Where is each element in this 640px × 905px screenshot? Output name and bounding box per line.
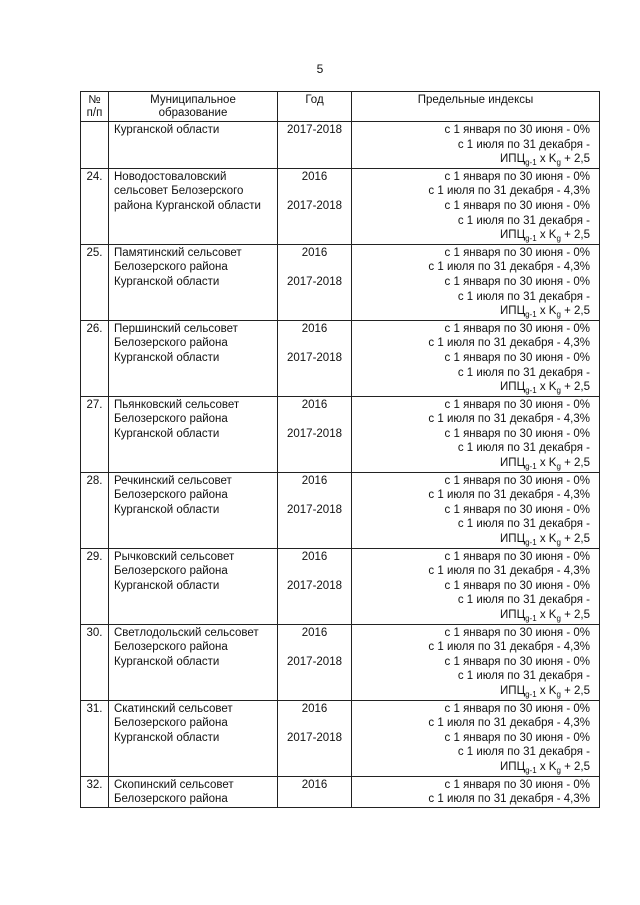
year-cell bbox=[278, 244, 352, 320]
index-line: с 1 июля по 31 декабря - bbox=[457, 670, 590, 683]
formula-k-subscript: g bbox=[556, 538, 561, 548]
year-spacer bbox=[282, 488, 347, 503]
index-cell bbox=[352, 396, 600, 472]
row-number-cell bbox=[81, 700, 109, 776]
table-row bbox=[81, 320, 600, 396]
header-year-line: Год bbox=[305, 94, 324, 106]
index-line: с 1 января по 30 июня - 0% bbox=[444, 731, 590, 744]
year-2016: 2016 bbox=[301, 474, 328, 487]
tariff-index-table bbox=[80, 91, 600, 808]
municipality-name-line: Рычковский сельсовет bbox=[114, 550, 235, 563]
header-index-line: Предельные индексы bbox=[417, 94, 534, 106]
year-spacer bbox=[282, 640, 347, 655]
formula-times-k: x K bbox=[536, 381, 557, 394]
header-municipality bbox=[109, 92, 278, 122]
municipality-cell bbox=[109, 776, 278, 807]
year-spacer bbox=[282, 336, 347, 351]
formula-ipc: ИПЦ bbox=[500, 381, 526, 394]
table-row bbox=[81, 396, 600, 472]
formula-ipc: ИПЦ bbox=[500, 229, 526, 242]
year-cell bbox=[278, 396, 352, 472]
municipality-name-line: Новодостоваловский bbox=[114, 170, 227, 183]
formula-k-subscript: g bbox=[556, 234, 561, 244]
year-cell bbox=[278, 548, 352, 624]
formula-ipc-subscript: g-1 bbox=[525, 386, 537, 396]
municipality-name-line: Белозерского района bbox=[114, 337, 228, 350]
year-2017-2018: 2017-2018 bbox=[287, 503, 342, 516]
index-line: с 1 января по 30 июня - 0% bbox=[444, 398, 590, 411]
index-cell bbox=[352, 700, 600, 776]
municipality-cell bbox=[109, 122, 278, 169]
formula-k-subscript: g bbox=[556, 386, 561, 396]
table-header-row bbox=[81, 92, 600, 122]
table-row bbox=[81, 548, 600, 624]
year-2017-2018: 2017-2018 bbox=[287, 427, 342, 440]
row-number: 32. bbox=[86, 778, 103, 791]
year-cell bbox=[278, 776, 352, 807]
row-number-cell bbox=[81, 624, 109, 700]
year-2017-2018: 2017-2018 bbox=[287, 655, 342, 668]
year-spacer bbox=[282, 716, 347, 731]
table-row bbox=[81, 776, 600, 807]
formula-times-k: x K bbox=[536, 760, 557, 773]
index-cell bbox=[352, 244, 600, 320]
formula-k-subscript: g bbox=[556, 158, 561, 168]
year-cell bbox=[278, 700, 352, 776]
formula-times-k: x K bbox=[536, 533, 557, 546]
municipality-cell bbox=[109, 548, 278, 624]
formula-plus: + 2,5 bbox=[560, 609, 590, 621]
formula-times-k: x K bbox=[536, 684, 557, 697]
municipality-name-line: Курганской области bbox=[114, 503, 220, 516]
page-number: 5 bbox=[316, 62, 324, 76]
index-formula bbox=[356, 684, 590, 700]
formula-times-k: x K bbox=[536, 609, 557, 621]
index-formula bbox=[356, 380, 590, 396]
row-number: 24. bbox=[86, 170, 103, 183]
year-2016: 2016 bbox=[301, 170, 328, 183]
index-formula bbox=[356, 532, 590, 548]
index-line: с 1 января по 30 июня - 0% bbox=[444, 550, 590, 563]
formula-ipc: ИПЦ bbox=[500, 609, 526, 621]
municipality-name-line: Памятинский сельсовет bbox=[114, 246, 242, 259]
row-number-cell bbox=[81, 396, 109, 472]
index-formula bbox=[356, 608, 590, 624]
index-line: с 1 января по 30 июня - 0% bbox=[444, 579, 590, 592]
year-cell bbox=[278, 168, 352, 244]
municipality-name-line: района Курганской области bbox=[114, 199, 261, 212]
index-line: с 1 июля по 31 декабря - 4,3% bbox=[428, 641, 590, 654]
formula-plus: + 2,5 bbox=[560, 684, 590, 697]
index-line: с 1 июля по 31 декабря - 4,3% bbox=[428, 793, 590, 806]
index-line: с 1 января по 30 июня - 0% bbox=[444, 199, 590, 212]
header-number bbox=[81, 92, 109, 122]
header-number-line: № bbox=[88, 94, 101, 106]
formula-plus: + 2,5 bbox=[560, 229, 590, 242]
year-cell bbox=[278, 122, 352, 169]
index-line: с 1 июля по 31 декабря - bbox=[457, 442, 590, 455]
index-line: с 1 июля по 31 декабря - bbox=[457, 518, 590, 531]
formula-ipc: ИПЦ bbox=[500, 533, 526, 546]
year-2017-2018: 2017-2018 bbox=[287, 731, 342, 744]
formula-plus: + 2,5 bbox=[560, 153, 590, 166]
index-formula bbox=[356, 456, 590, 472]
header-index bbox=[352, 92, 600, 122]
year-2017-2018: 2017-2018 bbox=[287, 199, 342, 212]
header-municipality-line: образование bbox=[158, 107, 228, 119]
header-year bbox=[278, 92, 352, 122]
index-cell bbox=[352, 776, 600, 807]
formula-k-subscript: g bbox=[556, 689, 561, 699]
formula-times-k: x K bbox=[536, 153, 557, 166]
municipality-name-line: Курганской области bbox=[114, 731, 220, 744]
year-spacer bbox=[282, 184, 347, 199]
row-number: 28. bbox=[86, 474, 103, 487]
index-line: с 1 июля по 31 декабря - 4,3% bbox=[428, 565, 590, 578]
row-number: 29. bbox=[86, 550, 103, 563]
formula-times-k: x K bbox=[536, 457, 557, 470]
index-cell bbox=[352, 624, 600, 700]
row-number-cell bbox=[81, 776, 109, 807]
year-2016: 2016 bbox=[301, 246, 328, 259]
index-line: с 1 июля по 31 декабря - 4,3% bbox=[428, 185, 590, 198]
header-number-line: п/п bbox=[86, 107, 103, 119]
index-line: с 1 января по 30 июня - 0% bbox=[444, 503, 590, 516]
table-body bbox=[81, 122, 600, 808]
index-line: с 1 июля по 31 декабря - 4,3% bbox=[428, 261, 590, 274]
municipality-name-line: Пьянковский сельсовет bbox=[114, 398, 240, 411]
formula-ipc: ИПЦ bbox=[500, 457, 526, 470]
row-number-cell bbox=[81, 244, 109, 320]
year-cell bbox=[278, 320, 352, 396]
header-municipality-line: Муниципальное bbox=[150, 94, 236, 106]
index-cell bbox=[352, 168, 600, 244]
municipality-name-line: Курганской области bbox=[114, 124, 220, 136]
municipality-name-line: Речкинский сельсовет bbox=[114, 474, 232, 487]
municipality-name-line: Курганской области bbox=[114, 427, 220, 440]
row-number: 25. bbox=[86, 246, 103, 259]
year-cell bbox=[278, 472, 352, 548]
table-row bbox=[81, 624, 600, 700]
index-line: с 1 января по 30 июня - 0% bbox=[444, 427, 590, 440]
index-line: с 1 января по 30 июня - 0% bbox=[444, 626, 590, 639]
year-2017-2018: 2017-2018 bbox=[287, 351, 342, 364]
index-line: с 1 июля по 31 декабря - bbox=[457, 138, 590, 151]
formula-plus: + 2,5 bbox=[560, 305, 590, 318]
index-line: с 1 января по 30 июня - 0% bbox=[444, 170, 590, 183]
formula-ipc-subscript: g-1 bbox=[525, 765, 537, 775]
formula-k-subscript: g bbox=[556, 310, 561, 320]
municipality-cell bbox=[109, 624, 278, 700]
formula-ipc-subscript: g-1 bbox=[525, 234, 537, 244]
row-number: 31. bbox=[86, 702, 103, 715]
formula-ipc: ИПЦ bbox=[500, 760, 526, 773]
table-row bbox=[81, 472, 600, 548]
municipality-cell bbox=[109, 700, 278, 776]
municipality-name-line: Скопинский сельсовет bbox=[114, 778, 234, 791]
row-number-cell bbox=[81, 472, 109, 548]
formula-plus: + 2,5 bbox=[560, 760, 590, 773]
index-line: с 1 июля по 31 декабря - 4,3% bbox=[428, 717, 590, 730]
index-cell bbox=[352, 548, 600, 624]
municipality-name-line: Курганской области bbox=[114, 275, 220, 288]
row-number-cell bbox=[81, 122, 109, 169]
index-line: с 1 января по 30 июня - 0% bbox=[444, 124, 590, 136]
row-number-cell bbox=[81, 168, 109, 244]
municipality-name-line: Курганской области bbox=[114, 579, 220, 592]
municipality-cell bbox=[109, 244, 278, 320]
index-cell bbox=[352, 320, 600, 396]
formula-k-subscript: g bbox=[556, 614, 561, 623]
index-cell bbox=[352, 472, 600, 548]
formula-ipc: ИПЦ bbox=[500, 153, 526, 166]
municipality-name-line: Белозерского района bbox=[114, 793, 228, 806]
municipality-name-line: Белозерского района bbox=[114, 565, 228, 578]
index-line: с 1 июля по 31 декабря - 4,3% bbox=[428, 337, 590, 350]
municipality-name-line: Белозерского района bbox=[114, 641, 228, 654]
row-number: 27. bbox=[86, 398, 103, 411]
year-2016: 2016 bbox=[301, 702, 328, 715]
municipality-name-line: Белозерского района bbox=[114, 489, 228, 502]
index-cell bbox=[352, 122, 600, 169]
formula-ipc-subscript: g-1 bbox=[525, 538, 537, 548]
formula-plus: + 2,5 bbox=[560, 533, 590, 546]
municipality-name-line: Першинский сельсовет bbox=[114, 322, 238, 335]
municipality-cell bbox=[109, 320, 278, 396]
index-line: с 1 января по 30 июня - 0% bbox=[444, 702, 590, 715]
index-line: с 1 января по 30 июня - 0% bbox=[444, 246, 590, 259]
index-line: с 1 января по 30 июня - 0% bbox=[444, 351, 590, 364]
index-line: с 1 января по 30 июня - 0% bbox=[444, 474, 590, 487]
formula-times-k: x K bbox=[536, 305, 557, 318]
table-row bbox=[81, 122, 600, 169]
index-formula bbox=[356, 152, 590, 168]
formula-ipc-subscript: g-1 bbox=[525, 614, 537, 623]
index-line: с 1 июля по 31 декабря - bbox=[457, 594, 590, 607]
municipality-name-line: Белозерского района bbox=[114, 717, 228, 730]
index-line: с 1 января по 30 июня - 0% bbox=[444, 655, 590, 668]
formula-ipc: ИПЦ bbox=[500, 684, 526, 697]
formula-ipc-subscript: g-1 bbox=[525, 462, 537, 472]
formula-ipc: ИПЦ bbox=[500, 305, 526, 318]
index-formula bbox=[356, 760, 590, 776]
formula-ipc-subscript: g-1 bbox=[525, 310, 537, 320]
year-2016: 2016 bbox=[301, 550, 328, 563]
index-line: с 1 июля по 31 декабря - bbox=[457, 366, 590, 379]
year-2016: 2016 bbox=[301, 626, 328, 639]
index-line: с 1 января по 30 июня - 0% bbox=[444, 322, 590, 335]
formula-k-subscript: g bbox=[556, 765, 561, 775]
municipality-name-line: Курганской области bbox=[114, 655, 220, 668]
year-2017-2018: 2017-2018 bbox=[287, 579, 342, 592]
year-cell bbox=[278, 624, 352, 700]
row-number: 26. bbox=[86, 322, 103, 335]
year-spacer bbox=[282, 792, 347, 807]
municipality-name-line: Белозерского района bbox=[114, 413, 228, 426]
index-formula bbox=[356, 228, 590, 244]
municipality-name-line: Скатинский сельсовет bbox=[114, 702, 233, 715]
municipality-name-line: Светлодольский сельсовет bbox=[114, 626, 259, 639]
row-number: 30. bbox=[86, 626, 103, 639]
year-2017-2018: 2017-2018 bbox=[287, 124, 342, 136]
index-line: с 1 января по 30 июня - 0% bbox=[444, 275, 590, 288]
index-formula bbox=[356, 304, 590, 320]
municipality-cell bbox=[109, 396, 278, 472]
year-2016: 2016 bbox=[301, 322, 328, 335]
index-line: с 1 июля по 31 декабря - 4,3% bbox=[428, 413, 590, 426]
year-spacer bbox=[282, 260, 347, 275]
year-spacer bbox=[282, 412, 347, 427]
index-line: с 1 июля по 31 декабря - 4,3% bbox=[428, 489, 590, 502]
formula-k-subscript: g bbox=[556, 462, 561, 472]
row-number-cell bbox=[81, 548, 109, 624]
formula-ipc-subscript: g-1 bbox=[525, 158, 537, 168]
table-row bbox=[81, 700, 600, 776]
index-line: с 1 января по 30 июня - 0% bbox=[444, 778, 590, 791]
municipality-name-line: Белозерского района bbox=[114, 261, 228, 274]
formula-plus: + 2,5 bbox=[560, 381, 590, 394]
index-line: с 1 июля по 31 декабря - bbox=[457, 746, 590, 759]
table-row bbox=[81, 244, 600, 320]
year-2017-2018: 2017-2018 bbox=[287, 275, 342, 288]
row-number-cell bbox=[81, 320, 109, 396]
index-line: с 1 июля по 31 декабря - bbox=[457, 290, 590, 303]
municipality-name-line: сельсовет Белозерского bbox=[114, 185, 244, 198]
municipality-cell bbox=[109, 168, 278, 244]
municipality-cell bbox=[109, 472, 278, 548]
formula-ipc-subscript: g-1 bbox=[525, 689, 537, 699]
index-line: с 1 июля по 31 декабря - bbox=[457, 214, 590, 227]
formula-plus: + 2,5 bbox=[560, 457, 590, 470]
table-row bbox=[81, 168, 600, 244]
year-2016: 2016 bbox=[301, 778, 328, 791]
formula-times-k: x K bbox=[536, 229, 557, 242]
year-spacer bbox=[282, 564, 347, 579]
year-2016: 2016 bbox=[301, 398, 328, 411]
municipality-name-line: Курганской области bbox=[114, 351, 220, 364]
